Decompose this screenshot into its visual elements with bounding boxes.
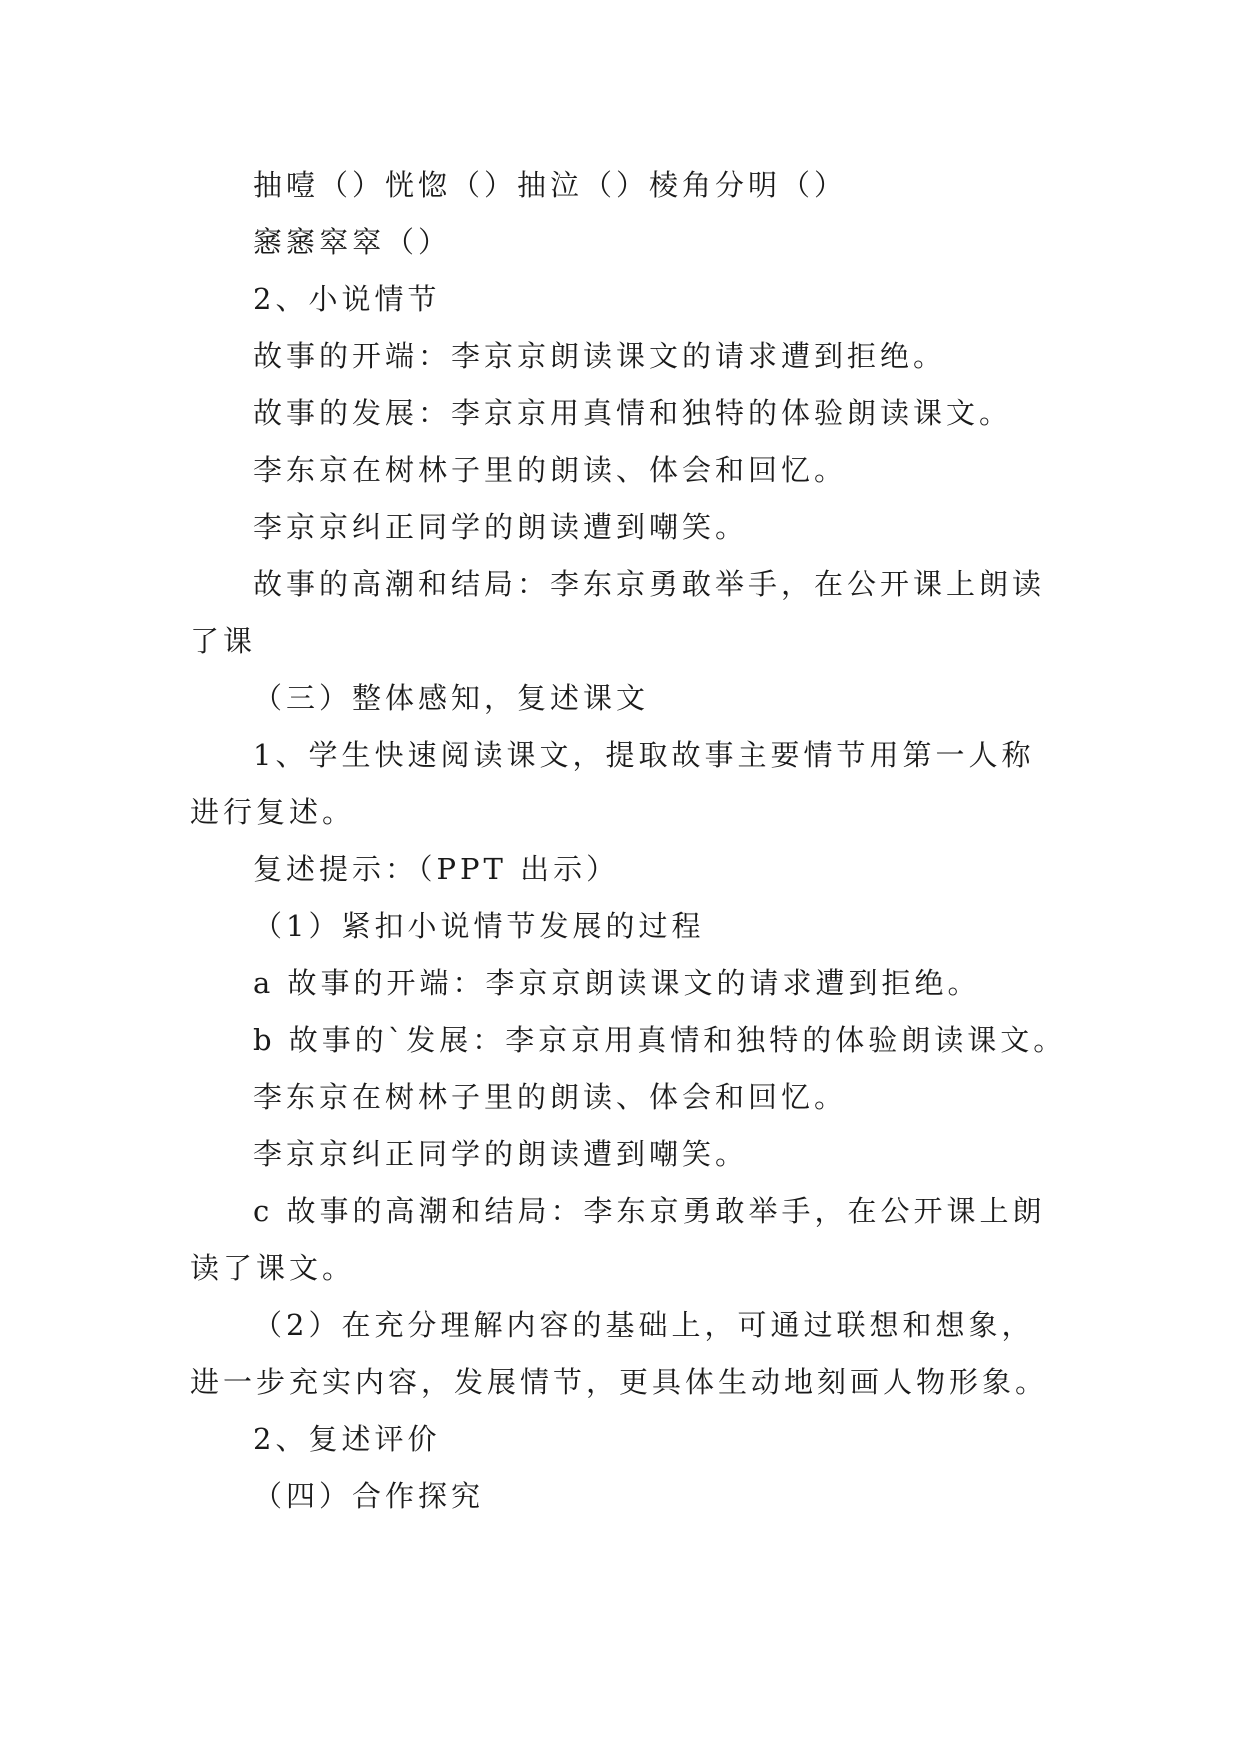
section-heading: （三）整体感知，复述课文 (253, 681, 650, 715)
paragraph-line: 故事的发展：李京京用真情和独特的体验朗读课文。 (253, 396, 1013, 430)
paragraph-line: 故事的开端：李京京朗读课文的请求遭到拒绝。 (253, 339, 947, 373)
paragraph-line: 进行复述。 (190, 795, 356, 829)
paragraph-line: 复述提示：（PPT 出示） (253, 852, 620, 886)
paragraph-line: 故事的高潮和结局：李东京勇敢举手，在公开课上朗读 (253, 567, 1046, 601)
paragraph-line: c 故事的高潮和结局：李东京勇敢举手，在公开课上朗 (253, 1194, 1046, 1228)
paragraph-line: 进一步充实内容，发展情节，更具体生动地刻画人物形象。 (190, 1365, 1049, 1399)
paragraph-line: 李京京纠正同学的朗读遭到嘲笑。 (253, 510, 749, 544)
paragraph-line: 2、复述评价 (253, 1422, 441, 1456)
paragraph-line: 李京京纠正同学的朗读遭到嘲笑。 (253, 1137, 749, 1171)
paragraph-line: （2）在充分理解内容的基础上，可通过联想和想象， (253, 1308, 1035, 1342)
vocab-line-2: 窸窸窣窣（） (253, 225, 452, 259)
paragraph-line: 李东京在树林子里的朗读、体会和回忆。 (253, 453, 848, 487)
paragraph-line: 李东京在树林子里的朗读、体会和回忆。 (253, 1080, 848, 1114)
section-heading: 2、小说情节 (253, 282, 441, 316)
paragraph-line: 读了课文。 (190, 1251, 356, 1285)
paragraph-line: a 故事的开端：李京京朗读课文的请求遭到拒绝。 (253, 966, 981, 1000)
vocab-line-1: 抽噎（）恍惚（）抽泣（）棱角分明（） (253, 168, 848, 202)
paragraph-line: 1、学生快速阅读课文，提取故事主要情节用第一人称 (253, 738, 1035, 772)
section-heading: （四）合作探究 (253, 1479, 485, 1513)
paragraph-line: （1）紧扣小说情节发展的过程 (253, 909, 705, 943)
paragraph-line: 了课 (190, 624, 257, 658)
paragraph-line: b 故事的`发展：李京京用真情和独特的体验朗读课文。 (253, 1023, 1067, 1057)
